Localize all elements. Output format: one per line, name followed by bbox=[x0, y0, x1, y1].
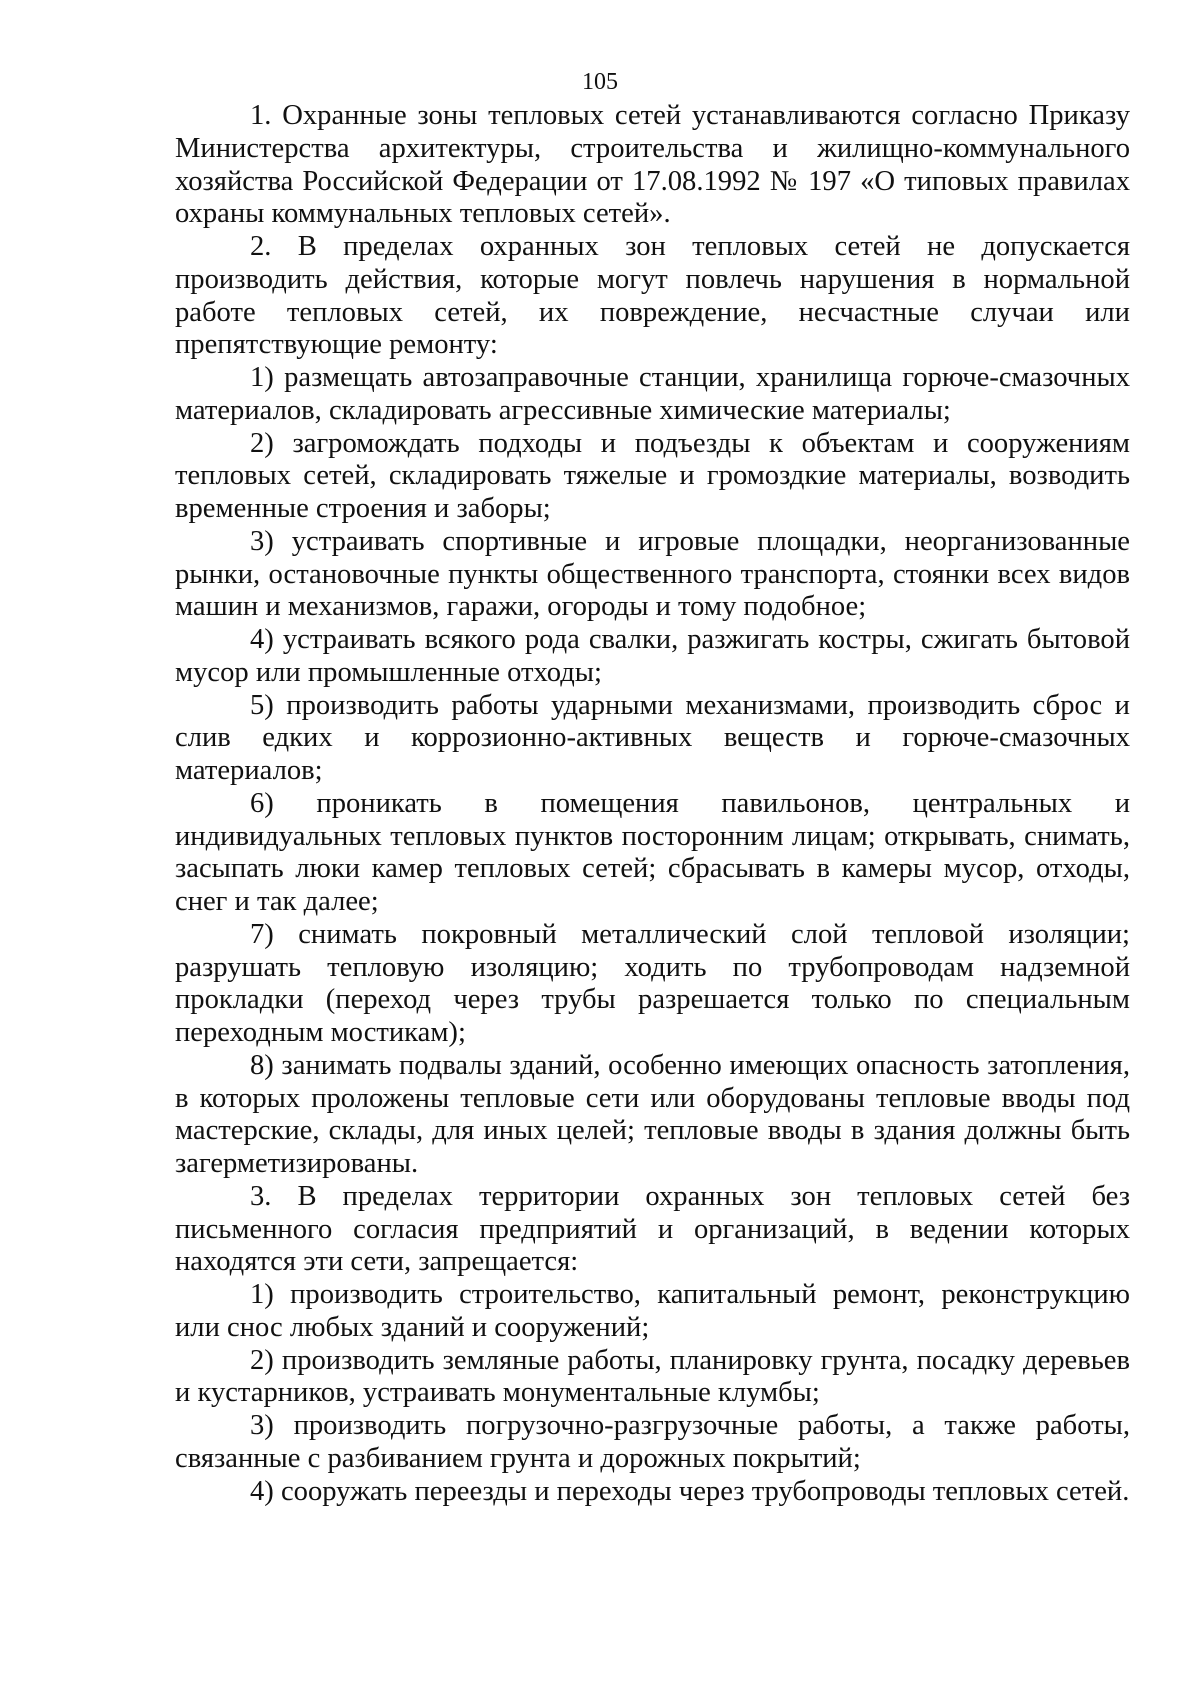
paragraph: 8) занимать подвалы зданий, особенно имеющих опасность затопления, в которых проложены тепловые сети или оборудованы тепловые вводы под мастерские, склады, для иных целей; тепловые вводы в здания должны быть загерметизированы. bbox=[175, 1049, 1130, 1179]
paragraph: 5) производить работы ударными механизмами, производить сброс и слив едких и коррозионно-активных веществ и горюче-смазочных материалов; bbox=[175, 689, 1130, 786]
paragraph: 1) размещать автозаправочные станции, хранилища горюче-смазочных материалов, складировать агрессивные химические материалы; bbox=[175, 362, 1130, 426]
paragraph: 4) устраивать всякого рода свалки, разжигать костры, сжигать бытовой мусор или промышленные отходы; bbox=[175, 624, 1130, 688]
paragraph: 3) устраивать спортивные и игровые площадки, неорганизованные рынки, остановочные пункты общественного транспорта, стоянки всех видов машин и механизмов, гаражи, огороды и тому подобное; bbox=[175, 525, 1130, 623]
paragraph: 2) производить земляные работы, планировку грунта, посадку деревьев и кустарников, устраивать монументальные клумбы; bbox=[175, 1344, 1130, 1409]
paragraph: 3) производить погрузочно-разгрузочные работы, а также работы, связанные с разбиванием грунта и дорожных покрытий; bbox=[175, 1410, 1130, 1474]
paragraph: 4) сооружать переезды и переходы через трубопроводы тепловых сетей. bbox=[250, 1475, 1130, 1507]
paragraph: 1. Охранные зоны тепловых сетей устанавливаются согласно Приказу Министерства архитектуры, строительства и жилищно-коммунального хозяйства Российской Федерации от 17.08.1992 № 197 «О типовых правилах охраны коммунальных тепловых сетей». bbox=[175, 100, 1130, 230]
paragraph: 6) проникать в помещения павильонов, центральных и индивидуальных тепловых пунктов посторонним лицам; открывать, снимать, засыпать люки камер тепловых сетей; сбрасывать в камеры мусор, отходы, снег и так далее; bbox=[175, 787, 1130, 917]
paragraph: 2. В пределах охранных зон тепловых сетей не допускается производить действия, которые могут повлечь нарушения в нормальной работе тепловых сетей, их повреждение, несчастные случаи или препятствующие ремонту: bbox=[175, 231, 1130, 361]
paragraph: 1) производить строительство, капитальный ремонт, реконструкцию или снос любых зданий и сооружений; bbox=[175, 1279, 1130, 1343]
page-number: 105 bbox=[582, 69, 618, 95]
paragraph: 7) снимать покровный металлический слой тепловой изоляции; разрушать тепловую изоляцию; ходить по трубопроводам надземной прокладки (переход через трубы разрешается только по специальным переходным мостикам); bbox=[175, 918, 1130, 1048]
paragraph: 3. В пределах территории охранных зон тепловых сетей без письменного согласия предприятий и организаций, в ведении которых находятся эти сети, запрещается: bbox=[175, 1180, 1130, 1278]
paragraph: 2) загромождать подходы и подъезды к объектам и сооружениям тепловых сетей, складировать тяжелые и громоздкие материалы, возводить временные строения и заборы; bbox=[175, 427, 1130, 524]
document-body bbox=[175, 100, 1130, 1508]
